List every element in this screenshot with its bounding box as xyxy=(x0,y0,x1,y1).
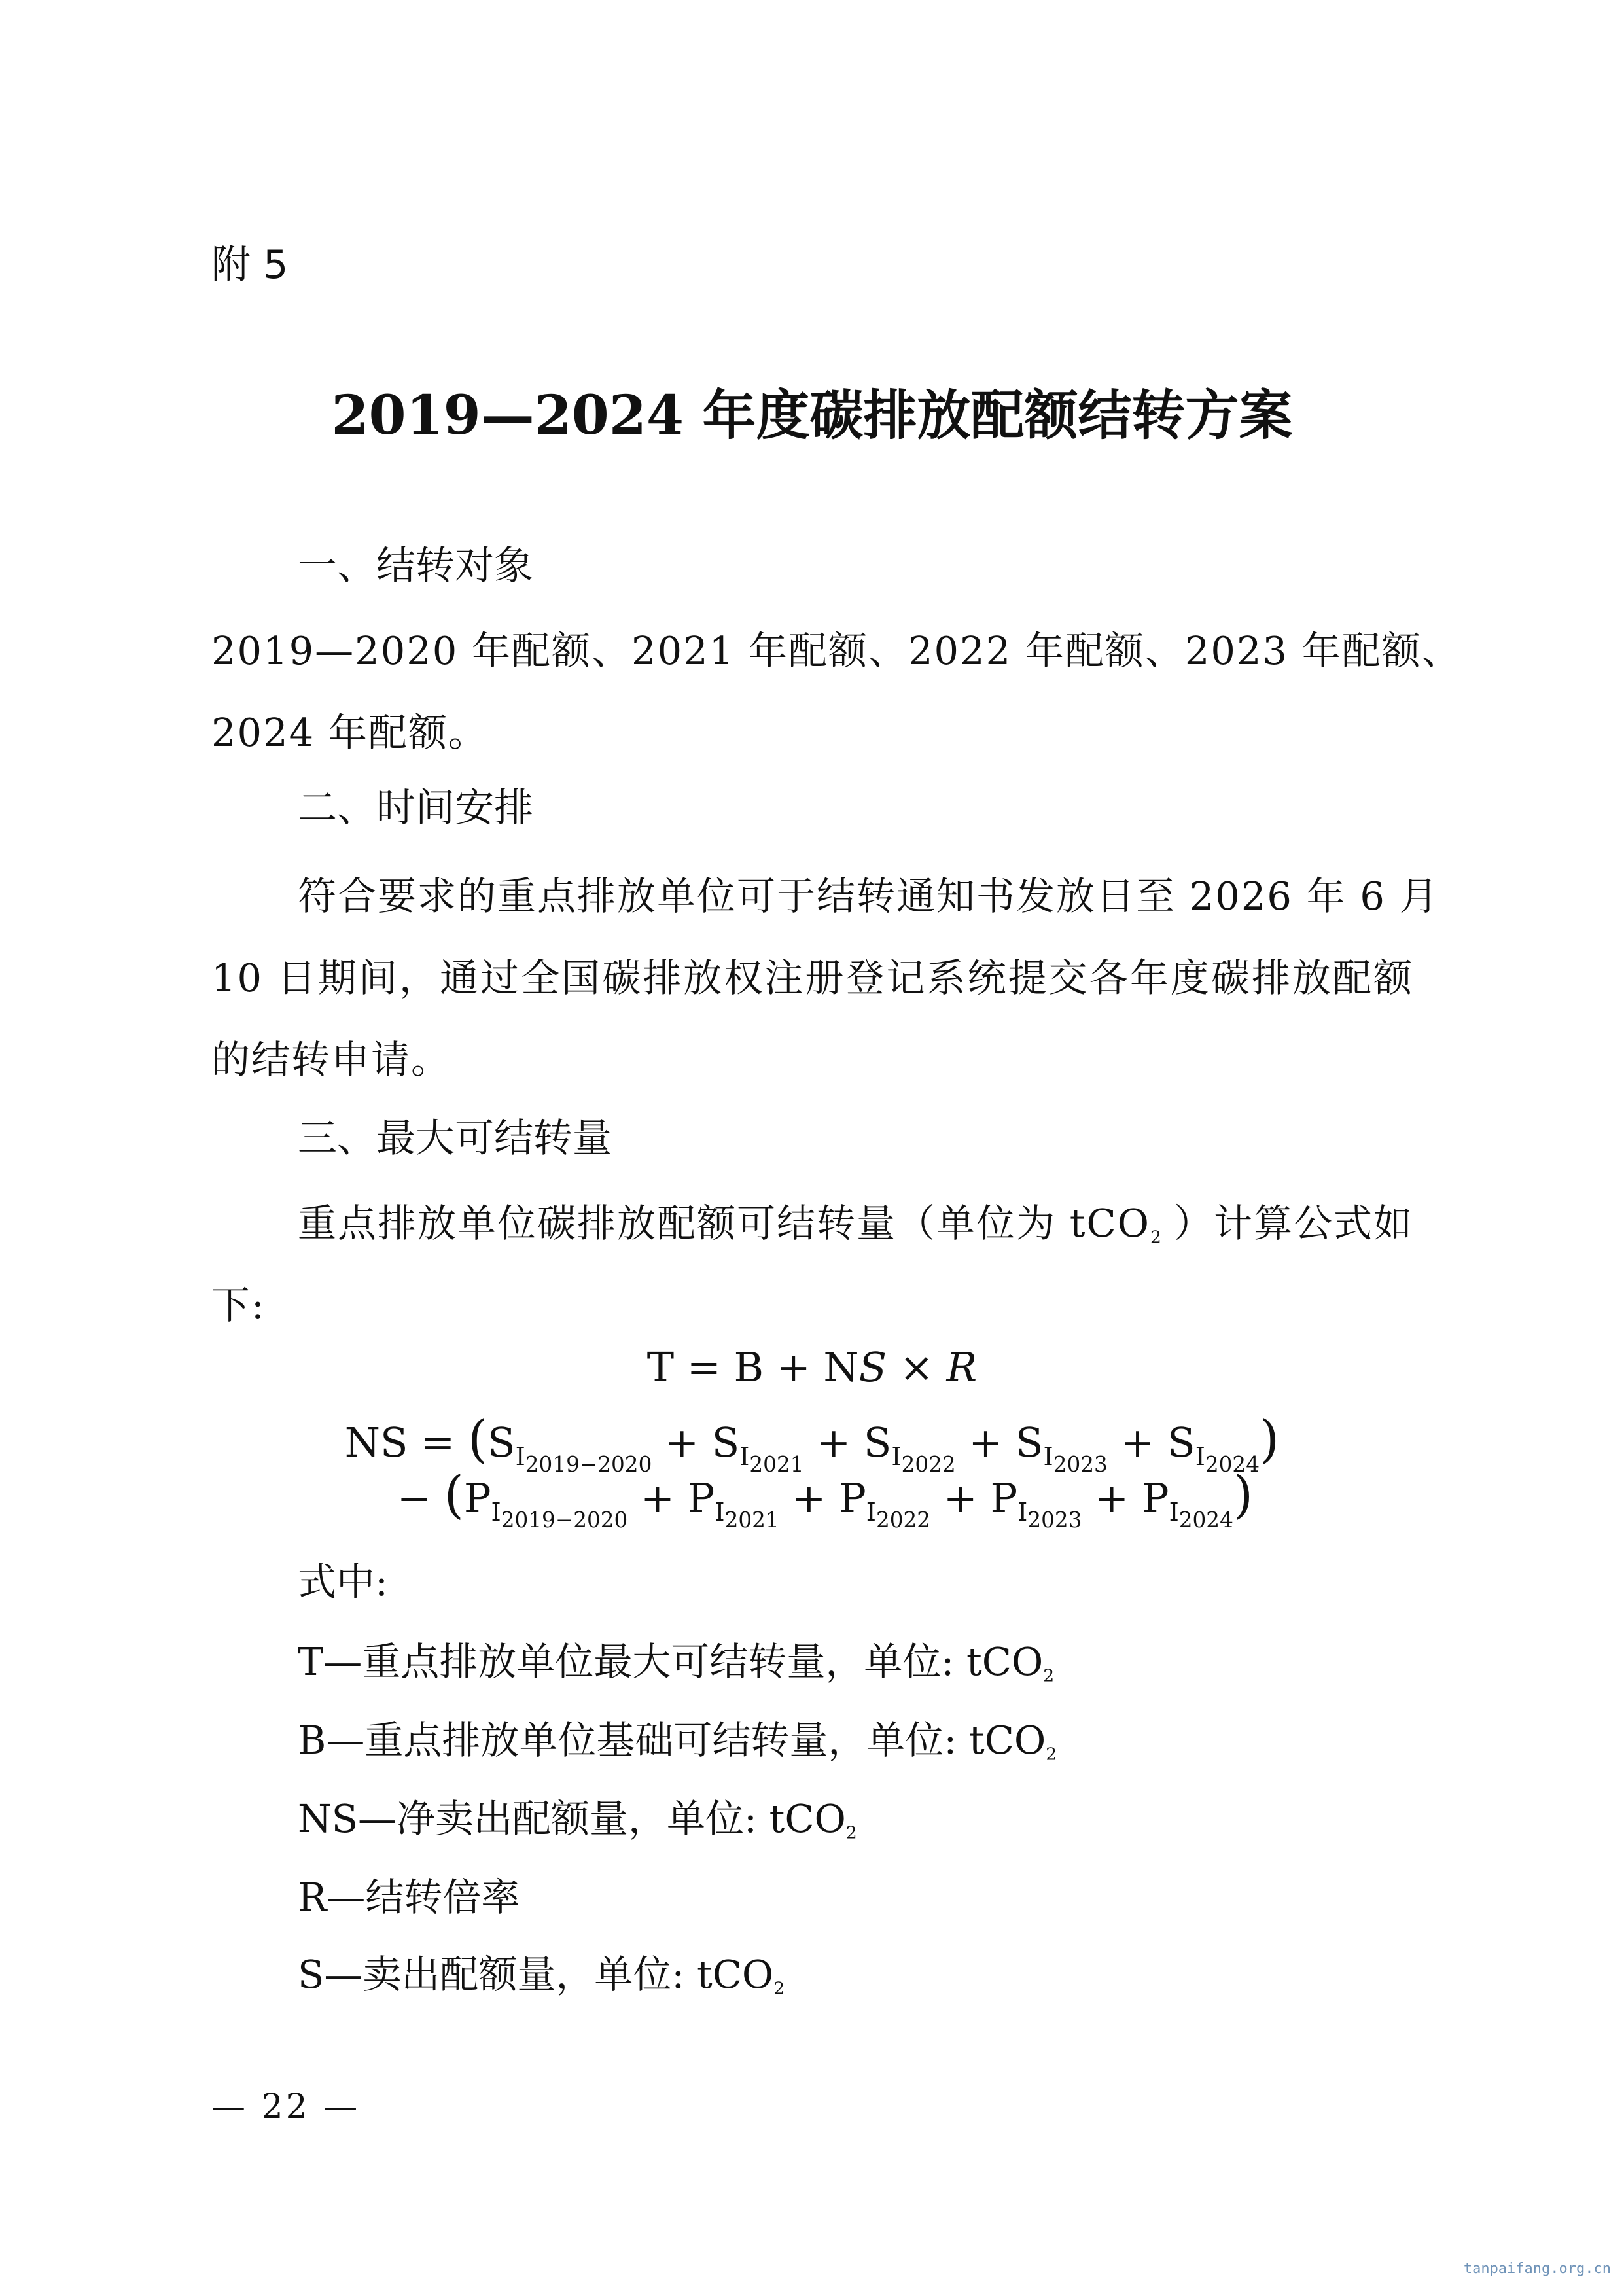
definition-r: R—结转倍率 xyxy=(298,1875,520,1920)
section-2-line-3: 的结转申请。 xyxy=(211,1037,451,1082)
definition-t: T—重点排放单位最大可结转量，单位: tCO2 xyxy=(298,1639,1055,1686)
formula-t: T = B + NS × R xyxy=(646,1343,978,1391)
section-heading-1: 一、结转对象 xyxy=(298,543,533,589)
formula-ns-line-2: − $(P_{I_{2019-2020}} + P_{I_{2021}} + P_{I_{2022}} + P_{I_{2023}} + P_{I_{2024}})$ xyxy=(397,1466,1254,1533)
definition-s: S—卖出配额量，单位: tCO2 xyxy=(298,1952,785,1999)
section-heading-2: 二、时间安排 xyxy=(298,785,533,831)
section-2-line-1: 符合要求的重点排放单位可于结转通知书发放日至 2026 年 6 月 xyxy=(298,874,1439,919)
section-3-line-1 xyxy=(298,1197,1413,1263)
definition-b: B—重点排放单位基础可结转量，单位: tCO2 xyxy=(298,1718,1057,1765)
where-label: 式中: xyxy=(298,1559,388,1604)
definition-ns: NS—净卖出配额量，单位: tCO2 xyxy=(298,1796,857,1843)
section-3-line-1-tail: ）计算公式如 xyxy=(1173,1201,1413,1246)
section-1-line-2: 2024 年配额。 xyxy=(211,710,488,755)
section-3-line-2: 下: xyxy=(211,1282,266,1328)
section-1-line-1: 2019—2020 年配额、2021 年配额、2022 年配额、2023 年配额、 xyxy=(211,628,1462,673)
section-2-line-2: 10 日期间，通过全国碳排放权注册登记系统提交各年度碳排放配额 xyxy=(211,955,1413,1000)
attachment-label: 附 5 xyxy=(211,242,289,288)
section-heading-3: 三、最大可结转量 xyxy=(298,1116,612,1161)
document-title: 2019—2024 年度碳排放配额结转方案 xyxy=(331,384,1293,447)
formula-ns-line-1: NS = $(S_{I_{2019-2020}} + S_{I_{2021}} + S_{I_{2022}} + S_{I_{2023}} + S_{I_{2024}})$ xyxy=(344,1410,1280,1477)
page-number: — 22 — xyxy=(211,2087,361,2127)
watermark: tanpaifang.org.cn xyxy=(1463,2261,1611,2277)
section-3-line-1-text: 重点排放单位碳排放配额可结转量（单位为 tCO2 xyxy=(298,1201,1163,1248)
